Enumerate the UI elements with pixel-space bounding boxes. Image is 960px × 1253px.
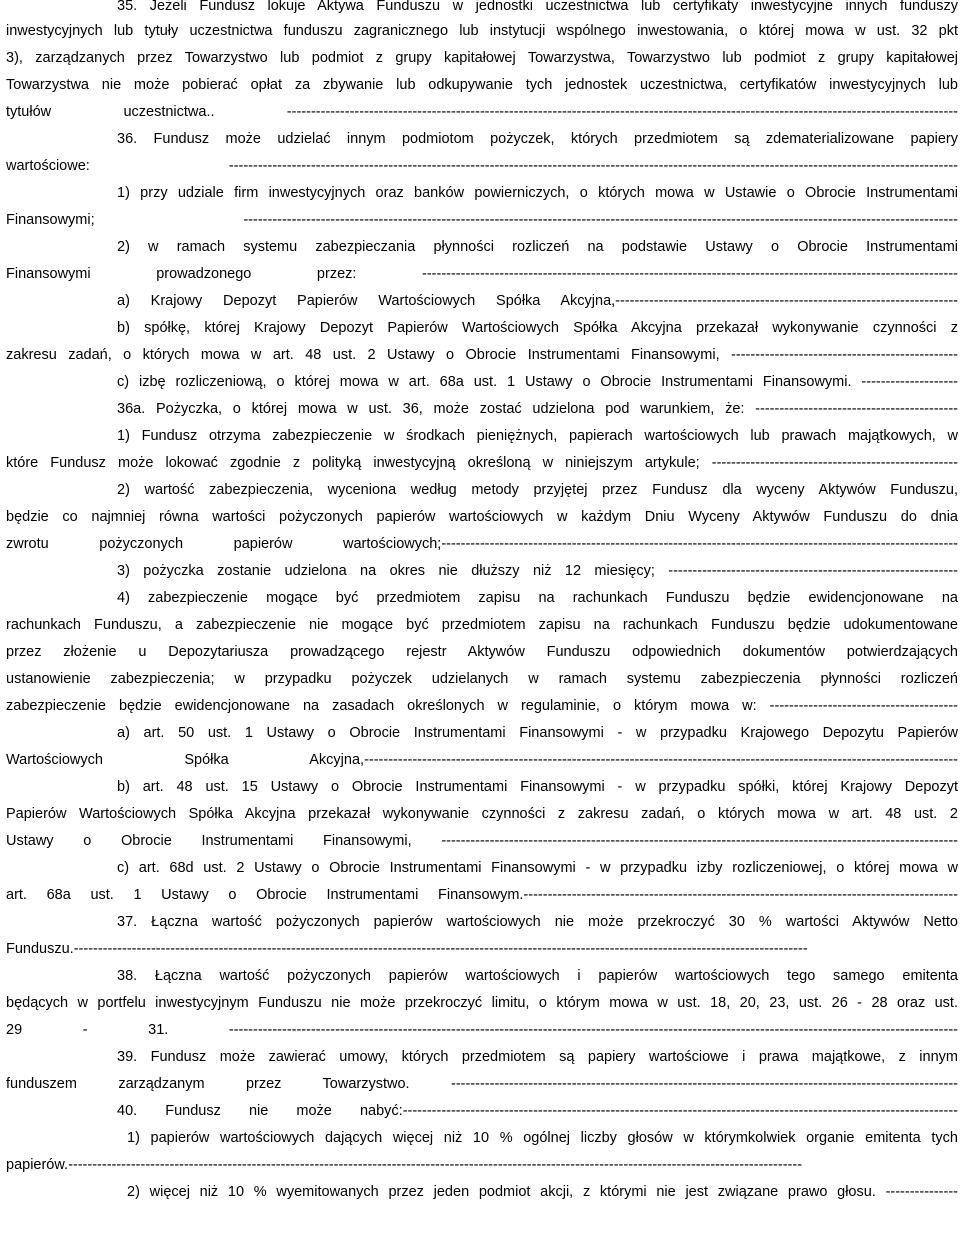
document-text-line: 29 - 31. ------------------------------------------------------------------------------------------------------------------------------------------------------- [6, 1022, 958, 1038]
document-text-line: a) art. 50 ust. 1 Ustawy o Obrocie Instrumentami Finansowymi - w przypadku Krajowego Depozytu Papierów [117, 725, 958, 741]
document-text-line: funduszem zarządzanym przez Towarzystwo. --------------------------------------------------------------------------------------------------------- [6, 1076, 958, 1092]
document-text-line: tytułów uczestnictwa.. ------------------------------------------------------------------------------------------------------------------------------------------- [6, 104, 958, 120]
document-text-line: inwestycyjnych lub tytuły uczestnictwa funduszu zagranicznego lub instytucji wspólnego inwestowania, o której mowa w ust. 32 pkt [6, 23, 958, 39]
document-text-line: 4) zabezpieczenie mogące być przedmiotem zapisu na rachunkach Funduszu będzie ewidencjonowane na [117, 590, 958, 606]
document-text-line: 3) pożyczka zostanie udzielona na okres nie dłuższy niż 12 miesięcy; ------------------------------------------------------------ [117, 563, 958, 579]
document-text-line: papierów.-------------------------------------------------------------------------------------------------------------------------------------------------------- [6, 1157, 803, 1173]
document-text-line: rachunkach Funduszu, a zabezpieczenie nie mogące być przedmiotem zapisu na rachunkach Funduszu będzie udokumentowane [6, 617, 958, 633]
document-text-line: b) art. 48 ust. 15 Ustawy o Obrocie Instrumentami Finansowymi - w przypadku spółki, której Krajowy Depozyt [117, 779, 958, 795]
document-text-line: 1) przy udziale firm inwestycyjnych oraz banków powierniczych, o których mowa w Ustawie o Obrocie Instrumentami [117, 185, 958, 201]
document-text-line: Funduszu.-------------------------------------------------------------------------------------------------------------------------------------------------------- [6, 941, 808, 957]
document-text-line: ustanowienie zabezpieczenia; w przypadku pożyczek udzielanych w ramach systemu zabezpieczenia płynności rozliczeń [6, 671, 958, 687]
document-text-line: 2) wartość zabezpieczenia, wyceniona według metody przyjętej przez Fundusz dla wyceny Aktywów Funduszu, [117, 482, 958, 498]
document-text-line: 1) Fundusz otrzyma zabezpieczenie w środkach pieniężnych, papierach wartościowych lub prawach majątkowych, w [117, 428, 958, 444]
document-text-line: Wartościowych Spółka Akcyjna,--------------------------------------------------------------------------------------------------------------------------- [6, 752, 958, 768]
document-text-line: które Fundusz może lokować zgodnie z polityką inwestycyjną określoną w niniejszym artykule; --------------------------------------------------- [6, 455, 958, 471]
document-text-line: zakresu zadań, o których mowa w art. 48 ust. 2 Ustawy o Obrocie Instrumentami Finansowymi, ----------------------------------------------- [6, 347, 958, 363]
document-text-line: 3), zarządzanych przez Towarzystwo lub podmiot z grupy kapitałowej Towarzystwa, Towarzystwo lub podmiot z grupy kapitałowej [6, 50, 958, 66]
document-text-line: 35. Jeżeli Fundusz lokuje Aktywa Funduszu w jednostki uczestnictwa lub certyfikaty inwestycyjne innych funduszy [117, 0, 958, 14]
document-text-line: zwrotu pożyczonych papierów wartościowych;----------------------------------------------------------------------------------------------------------- [6, 536, 958, 552]
document-text-line: będzie co najmniej równa wartości pożyczonych papierów wartościowych w każdym Dniu Wyceny Aktywów Funduszu do dnia [6, 509, 958, 525]
document-text-line: Papierów Wartościowych Spółka Akcyjna przekazał wykonywanie czynności z zakresu zadań, o których mowa w art. 48 ust. 2 [6, 806, 958, 822]
document-text-line: Finansowymi; ---------------------------------------------------------------------------------------------------------------------------------------------------- [6, 212, 958, 228]
document-text-line: 2) w ramach systemu zabezpieczania płynności rozliczeń na podstawie Ustawy o Obrocie Instrumentami [117, 239, 958, 255]
document-text-line: 36. Fundusz może udzielać innym podmiotom pożyczek, których przedmiotem są zdematerializowane papiery [117, 131, 958, 147]
document-text-line: c) art. 68d ust. 2 Ustawy o Obrocie Instrumentami Finansowymi - w przypadku izby rozliczeniowej, o której mowa w [117, 860, 958, 876]
document-text-line: c) izbę rozliczeniową, o której mowa w art. 68a ust. 1 Ustawy o Obrocie Instrumentami Finansowymi. -------------------- [117, 374, 958, 390]
document-page [6, 0, 958, 1206]
document-text-line: Towarzystwa nie może pobierać opłat za zbywanie lub odkupywanie tych jednostek uczestnictwa, certyfikatów inwestycyjnych lub [6, 77, 958, 93]
document-text-line: przez złożenie u Depozytariusza prowadzącego rejestr Aktywów Funduszu odpowiednich dokumentów potwierdzających [6, 644, 958, 660]
document-text-line: 38. Łączna wartość pożyczonych papierów wartościowych i papierów wartościowych tego samego emitenta [117, 968, 958, 984]
document-text-line: 1) papierów wartościowych dających więcej niż 10 % ogólnej liczby głosów w którymkolwiek organie emitenta tych [127, 1130, 958, 1146]
document-text-line: Ustawy o Obrocie Instrumentami Finansowymi, ----------------------------------------------------------------------------------------------------------- [6, 833, 958, 849]
document-text-line: a) Krajowy Depozyt Papierów Wartościowych Spółka Akcyjna,----------------------------------------------------------------------- [117, 293, 958, 309]
document-text-line: b) spółkę, której Krajowy Depozyt Papierów Wartościowych Spółka Akcyjna przekazał wykonywanie czynności z [117, 320, 958, 336]
document-text-line: 37. Łączna wartość pożyczonych papierów wartościowych nie może przekroczyć 30 % wartości Aktywów Netto [117, 914, 958, 930]
document-text-line: będących w portfelu inwestycyjnym Funduszu nie może przekroczyć limitu, o którym mowa w ust. 18, 20, 23, ust. 26 - 28 oraz ust. [6, 995, 958, 1011]
document-text-line: Finansowymi prowadzonego przez: --------------------------------------------------------------------------------------------------------------- [6, 266, 958, 282]
document-text-line: 40. Fundusz nie może nabyć:------------------------------------------------------------------------------------------------------------------- [117, 1103, 958, 1119]
document-text-line: wartościowe: ------------------------------------------------------------------------------------------------------------------------------------------------------- [6, 158, 958, 174]
document-text-line: zabezpieczenie będzie ewidencjonowane na zasadach określonych w regulaminie, o którym mowa w: --------------------------------------- [6, 698, 958, 714]
document-text-line: 39. Fundusz może zawierać umowy, których przedmiotem są papiery wartościowe i prawa majątkowe, z innym [117, 1049, 958, 1065]
document-text-line: art. 68a ust. 1 Ustawy o Obrocie Instrumentami Finansowym.------------------------------------------------------------------------------------------ [6, 887, 958, 903]
document-text-line: 36a. Pożyczka, o której mowa w ust. 36, może zostać udzielona pod warunkiem, że: ------------------------------------------ [117, 401, 958, 417]
document-text-line: 2) więcej niż 10 % wyemitowanych przez jeden podmiot akcji, z którymi nie jest związane prawo głosu. --------------- [127, 1184, 958, 1200]
